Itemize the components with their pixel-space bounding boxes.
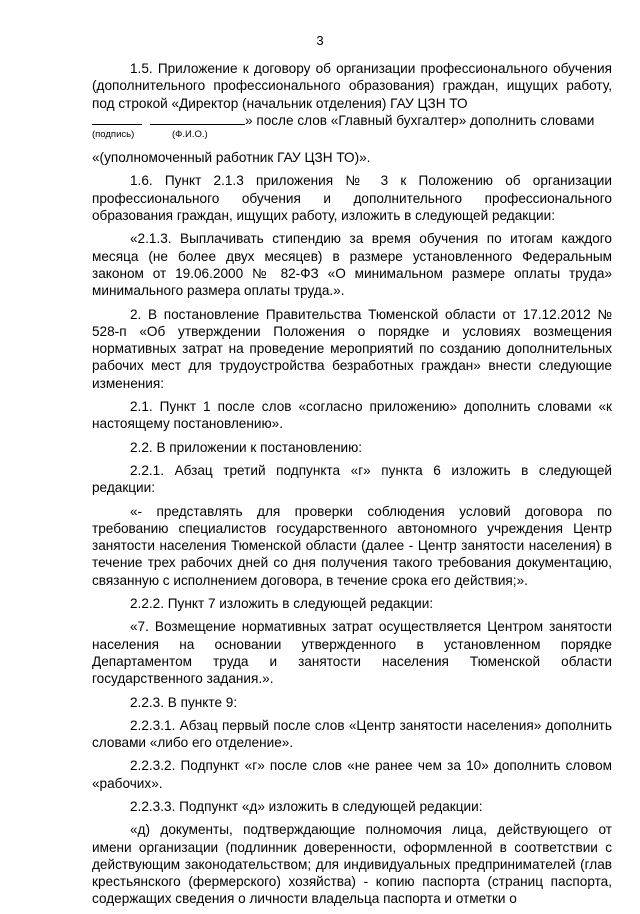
signature-captions [92,129,612,141]
paragraph-2-1: 2.1. Пункт 1 после слов «согласно приложению» дополнить словами «к настоящему постановлению». [92,399,612,432]
paragraph-2-2: 2.2. В приложении к постановлению: [130,439,363,455]
signature-line [92,112,612,129]
signature-blank [92,112,142,125]
paragraph-2-2-3-3: 2.2.3.3. Подпункт «д» изложить в следующей редакции: [130,798,483,814]
paragraph-2-1-3: «2.1.3. Выплачивать стипендию за время обучения по итогам каждого месяца (не более двух месяцев) в размере установленного Федеральным законом от 19.06.2000 № 82-ФЗ «О минимальном размере оплаты труда» минимального размера оплаты труда.». [92,231,612,299]
paragraph-quote-d: «д) документы, подтверждающие полномочия лица, действующего от имени организации (подлинник доверенности, оформленной в соответствии с действующим законодательством; для индивидуальных предпринимателей (глав крестьянского (фермерского) хозяйства) - копию паспорта (страниц паспорта, содержащих сведения о личности владельца паспорта и отметки о [92,822,612,907]
paragraph-authorized: «(уполномоченный работник ГАУ ЦЗН ТО)». [92,150,371,166]
paragraph-quote-1: «- представлять для проверки соблюдения условий договора по требованию специалистов государственного автономного учреждения Центр занятости населения Тюменской области (далее - Центр занятости населения) в течение трех рабочих дней со дня получения такого требования документацию, связанную с исполнением договора, в течение срока его действия;». [92,503,612,588]
paragraph-2-2-2: 2.2.2. Пункт 7 изложить в следующей редакции: [130,596,434,612]
paragraph-1-5-text: 1.5. Приложение к договору об организации профессионального обучения (дополнительного профессионального образования) граждан, ищущих работу, под строкой «Директор (начальник отделения) ГАУ ЦЗН ТО [92,61,612,111]
paragraph-2-2-1: 2.2.1. Абзац третий подпункта «г» пункта 6 изложить в следующей редакции: [92,462,612,496]
paragraph-1-5-tail: » после слов «Главный бухгалтер» дополнить словами [245,112,595,128]
name-caption: (Ф.И.О.) [172,129,208,141]
paragraph-1-5 [92,60,612,112]
paragraph-2: 2. В постановление Правительства Тюменской области от 17.12.2012 № 528-п «Об утверждении Положения о порядке и условиях возмещения нормативных затрат на проведение мероприятий по созданию дополнительных рабочих мест для трудоустройства безработных граждан» внести следующие изменения: [92,306,612,391]
document-body [92,60,612,914]
page-number: 3 [316,33,324,48]
paragraph-2-2-3: 2.2.3. В пункте 9: [130,694,238,710]
paragraph-2-2-3-2: 2.2.3.2. Подпункт «г» после слов «не ранее чем за 10» дополнить словом «рабочих». [92,758,612,791]
paragraph-quote-7: «7. Возмещение нормативных затрат осуществляется Центром занятости населения на основании утвержденного в установленном порядке Департаментом труда и занятости населения Тюменской области государственного задания.». [92,619,612,687]
name-blank [150,112,245,125]
paragraph-1-6: 1.6. Пункт 2.1.3 приложения № 3 к Положению об организации профессионального обучения и дополнительного профессионального образования граждан, ищущих работу, изложить в следующей редакции: [92,173,612,224]
paragraph-2-2-3-1: 2.2.3.1. Абзац первый после слов «Центр занятости населения» дополнить словами «либо его отделение». [92,717,612,751]
signature-caption: (подпись) [92,129,135,141]
